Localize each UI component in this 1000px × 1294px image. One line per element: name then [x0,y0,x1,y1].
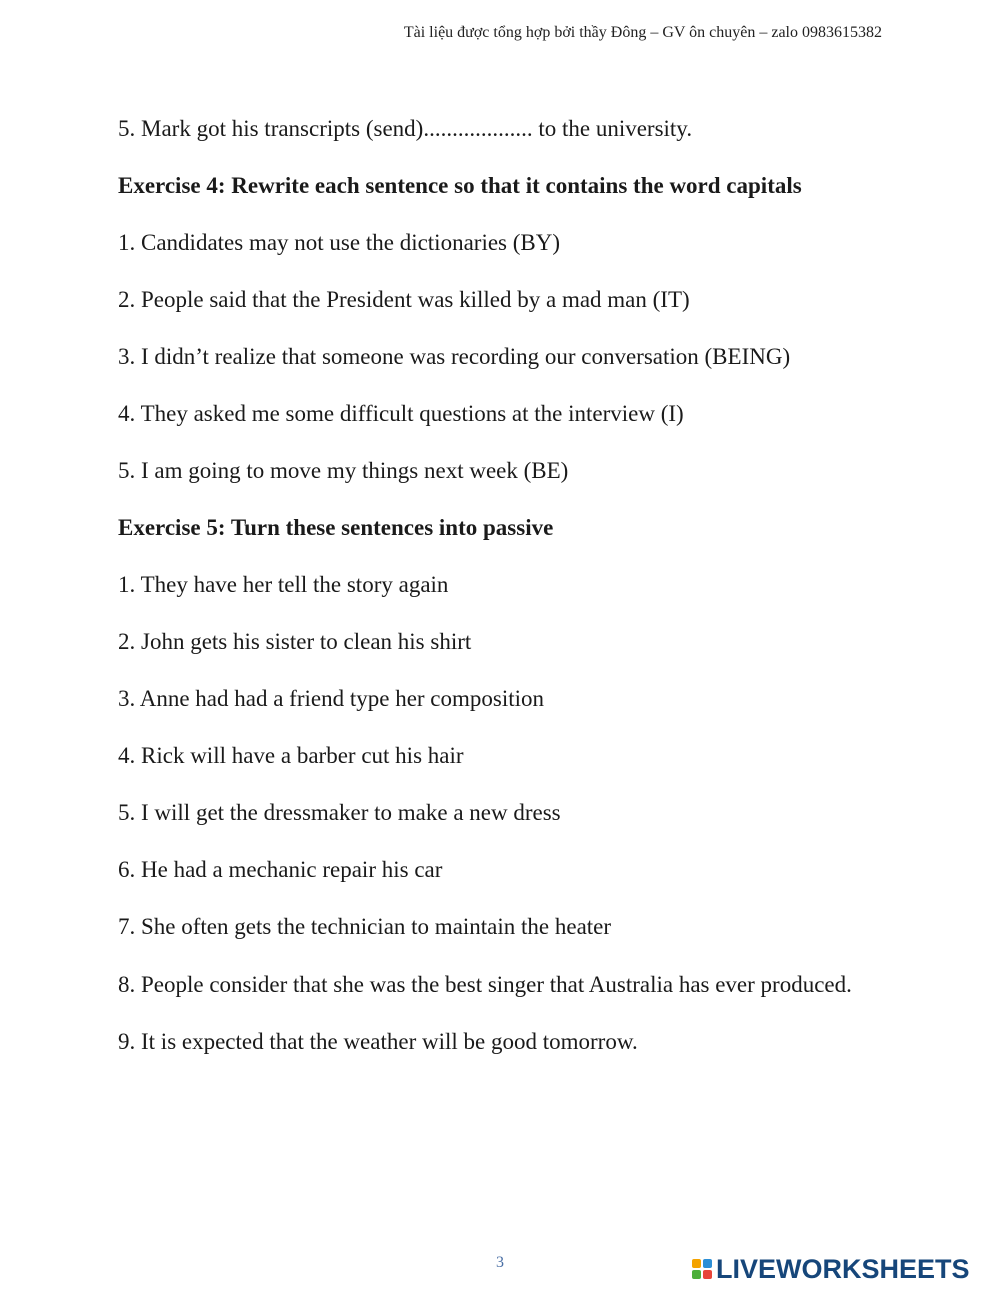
liveworksheets-logo-icon [692,1259,712,1279]
exercise-5-item-9: 9. It is expected that the weather will be good tomorrow. [118,1029,638,1054]
exercise-4-item-4: 4. They asked me some difficult questions at the interview (I) [118,401,684,426]
exercise-4-heading: Exercise 4: Rewrite each sentence so that it contains the word capitals [118,173,802,198]
page-number: 3 [496,1254,504,1271]
page-header: Tài liệu được tổng hợp bởi thầy Đông – GV ôn chuyên – zalo 0983615382 [403,24,882,41]
exercise-5-item-4: 4. Rick will have a barber cut his hair [118,743,464,768]
exercise-5-item-8: 8. People consider that she was the best singer that Australia has ever produced. [118,972,852,997]
liveworksheets-brand [692,1254,970,1284]
exercise-4-item-2: 2. People said that the President was killed by a mad man (IT) [118,287,690,312]
brand-wordmark: LIVEWORKSHEETS [716,1254,970,1284]
exercise-5-item-3: 3. Anne had had a friend type her composition [118,686,545,711]
exercise-5-item-6: 6. He had a mechanic repair his car [118,857,443,882]
exercise-5-item-7: 7. She often gets the technician to maintain the heater [118,914,612,939]
document-body [118,114,882,1084]
exercise-5-item-2: 2. John gets his sister to clean his shirt [118,629,472,654]
exercise-5-heading: Exercise 5: Turn these sentences into passive [118,515,554,540]
exercise-5-item-5: 5. I will get the dressmaker to make a new dress [118,800,561,825]
exercise-4-item-5: 5. I am going to move my things next week (BE) [118,458,569,483]
exercise-4-item-3: 3. I didn’t realize that someone was recording our conversation (BEING) [118,344,791,369]
exercise-5-item-1: 1. They have her tell the story again [118,572,449,597]
exercise-4-item-1: 1. Candidates may not use the dictionaries (BY) [118,230,561,255]
exercise-3-item-5: 5. Mark got his transcripts (send)................... to the university. [118,116,693,141]
